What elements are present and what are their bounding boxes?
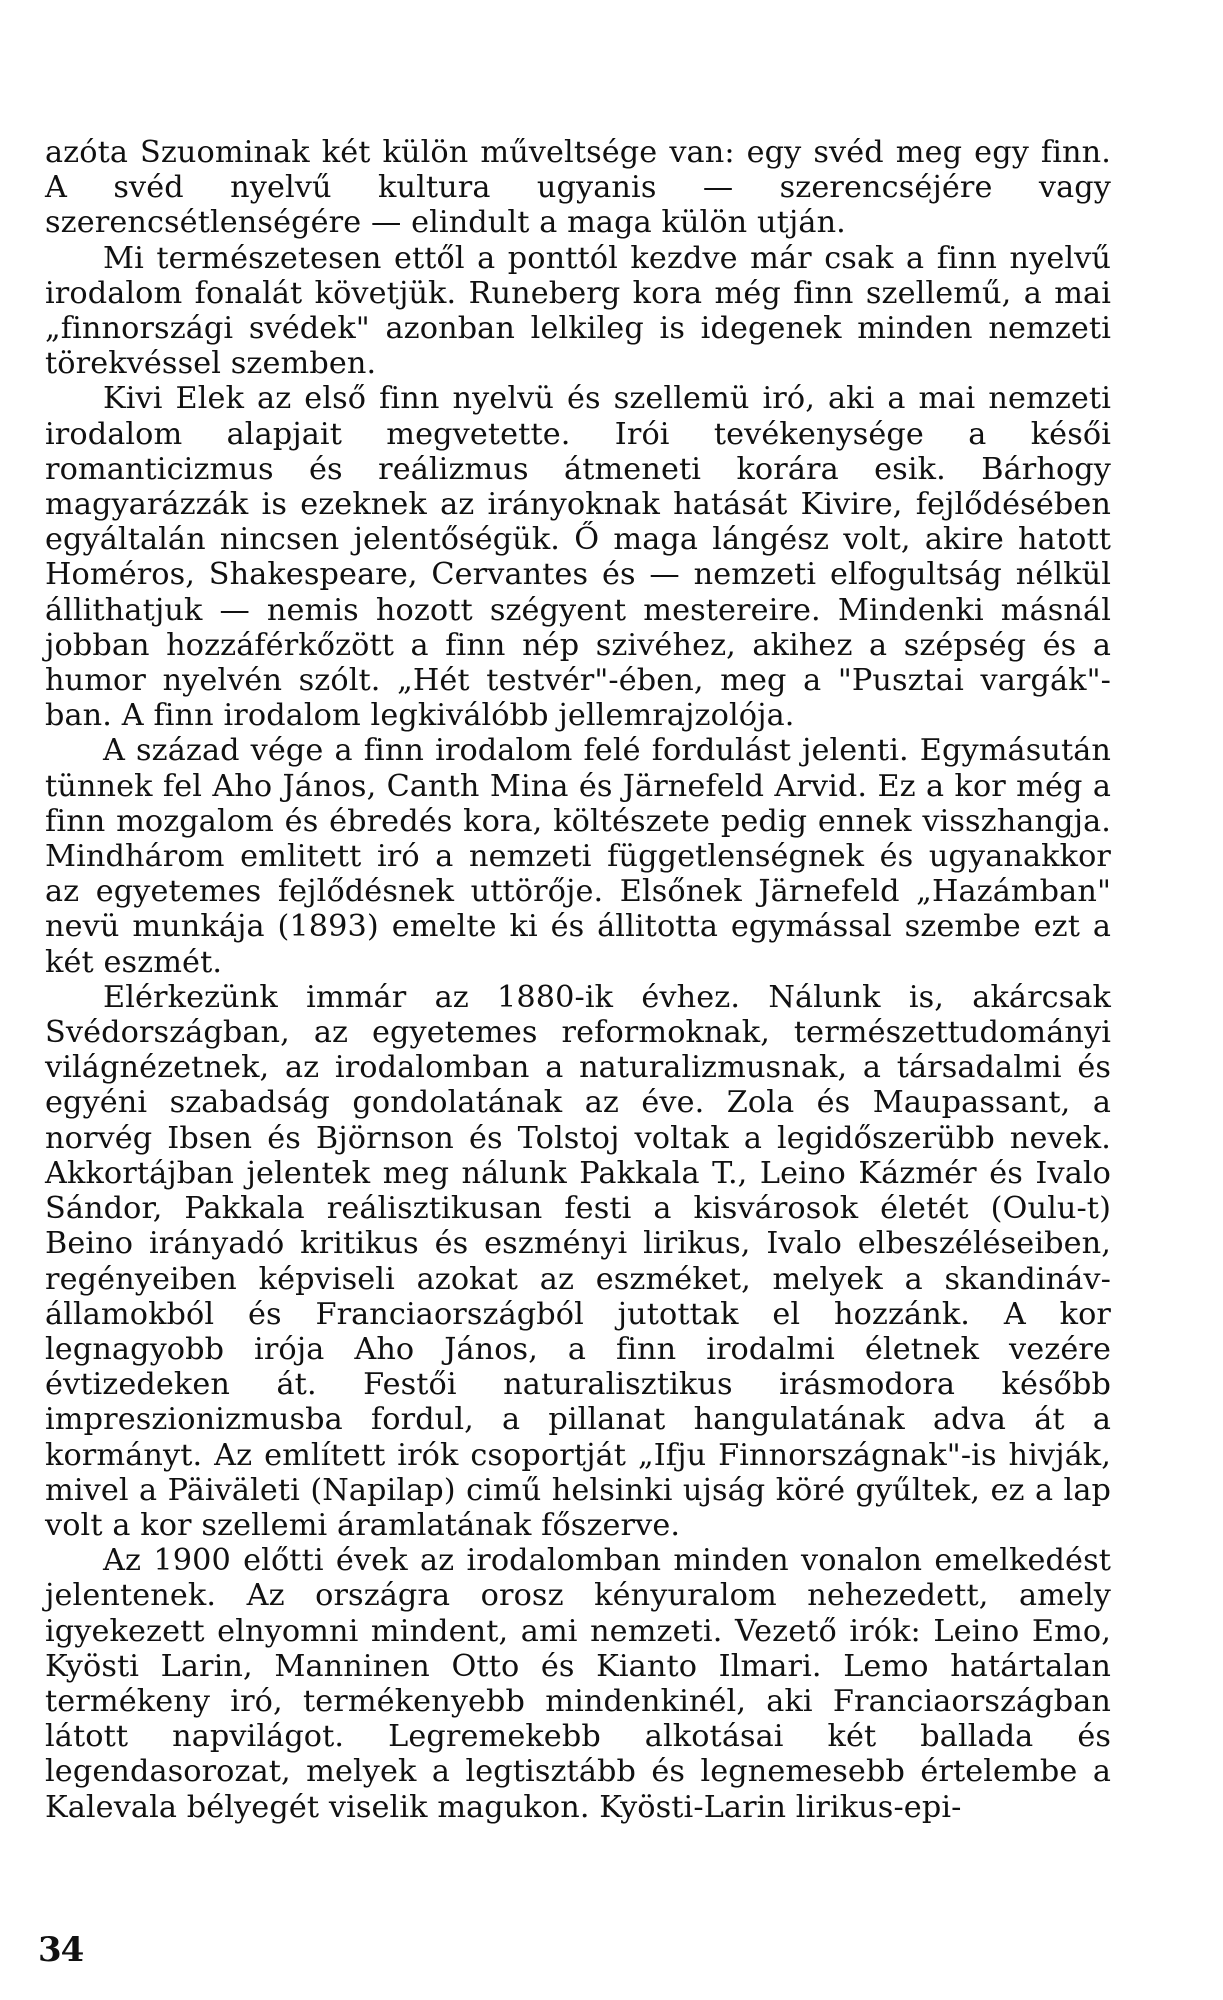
paragraph-2: Mi természetesen ettől a ponttól kezdve már csak a finn nyelvű irodalom fonalát követjük. Runeberg kora még finn szellemű, a mai „finnországi svédek" azonban lelkileg is idegenek minden nemzeti törekvéssel szemben. bbox=[45, 240, 1111, 382]
book-page-text bbox=[45, 135, 1111, 1825]
paragraph-3: Kivi Elek az első finn nyelvü és szellemü iró, aki a mai nemzeti irodalom alapjait megvetette. Irói tevékenysége a késői romanticizmus és reálizmus átmeneti korára esik. Bárhogy magyarázzák is ezeknek az irányoknak hatását Kivire, fejlődésében egyáltalán nincsen jelentőségük. Ő maga lángész volt, akire hatott Homéros, Shakespeare, Cervantes és — nemzeti elfogultság nélkül állithatjuk — nemis hozott szégyent mestereire. Mindenki másnál jobban hozzáférkőzött a finn nép szivéhez, akihez a szépség és a humor nyelvén szólt. „Hét testvér"-ében, meg a "Pusztai vargák"-ban. A finn irodalom legkiválóbb jellemrajzolója. bbox=[45, 381, 1111, 734]
paragraph-5: Elérkezünk immár az 1880-ik évhez. Nálunk is, akárcsak Svédországban, az egyetemes reformoknak, természettudományi világnézetnek, az irodalomban a naturalizmusnak, a társadalmi és egyéni szabadság gondolatának az éve. Zola és Maupassant, a norvég Ibsen és Björnson és Tolstoj voltak a legidőszerübb nevek. Akkortájban jelentek meg nálunk Pakkala T., Leino Kázmér és Ivalo Sándor, Pakkala reálisztikusan festi a kisvárosok életét (Oulu-t) Beino irányadó kritikus és eszményi lirikus, Ivalo elbeszéléseiben, regényeiben képviseli azokat az eszméket, melyek a skandináv-államokból és Franciaországból jutottak el hozzánk. A kor legnagyobb irója Aho János, a finn irodalmi életnek vezére évtizedeken át. Festői naturalisztikus irásmodora később impreszionizmusba fordul, a pillanat hangulatának adva át a kormányt. Az említett irók csoportját „Ifju Finnországnak"-is hivják, mivel a Päiväleti (Napilap) cimű helsinki ujság köré gyűltek, ez a lap volt a kor szellemi áramlatának főszerve. bbox=[45, 979, 1111, 1543]
paragraph-1: azóta Szuominak két külön műveltsége van: egy svéd meg egy finn. A svéd nyelvű kultura ugyanis — szerencséjére vagy szerencsétlenségére — elindult a maga külön utján. bbox=[45, 135, 1111, 241]
paragraph-6: Az 1900 előtti évek az irodalomban minden vonalon emelkedést jelentenek. Az országra orosz kényuralom nehezedett, amely igyekezett elnyomni mindent, ami nemzeti. Vezető irók: Leino Emo, Kyösti Larin, Manninen Otto és Kianto Ilmari. Lemo határtalan termékeny iró, termékenyebb mindenkinél, aki Franciaországban látott napvilágot. Legremekebb alkotásai két ballada és legendasorozat, melyek a legtisztább és legnemesebb értelembe a Kalevala bélyegét viselik magukon. Kyösti-Larin lirikus-epi- bbox=[45, 1543, 1111, 1825]
paragraph-4: A század vége a finn irodalom felé fordulást jelenti. Egymásután tünnek fel Aho János, Canth Mina és Järnefeld Arvid. Ez a kor még a finn mozgalom és ébredés kora, költészete pedig ennek visszhangja. Mindhárom emlitett iró a nemzeti függetlenségnek és ugyanakkor az egyetemes fejlődésnek uttörője. Elsőnek Järnefeld „Hazámban" nevü munkája (1893) emelte ki és állitotta egymással szembe ezt a két eszmét. bbox=[45, 733, 1111, 980]
page-number: 34 bbox=[38, 1930, 84, 1970]
